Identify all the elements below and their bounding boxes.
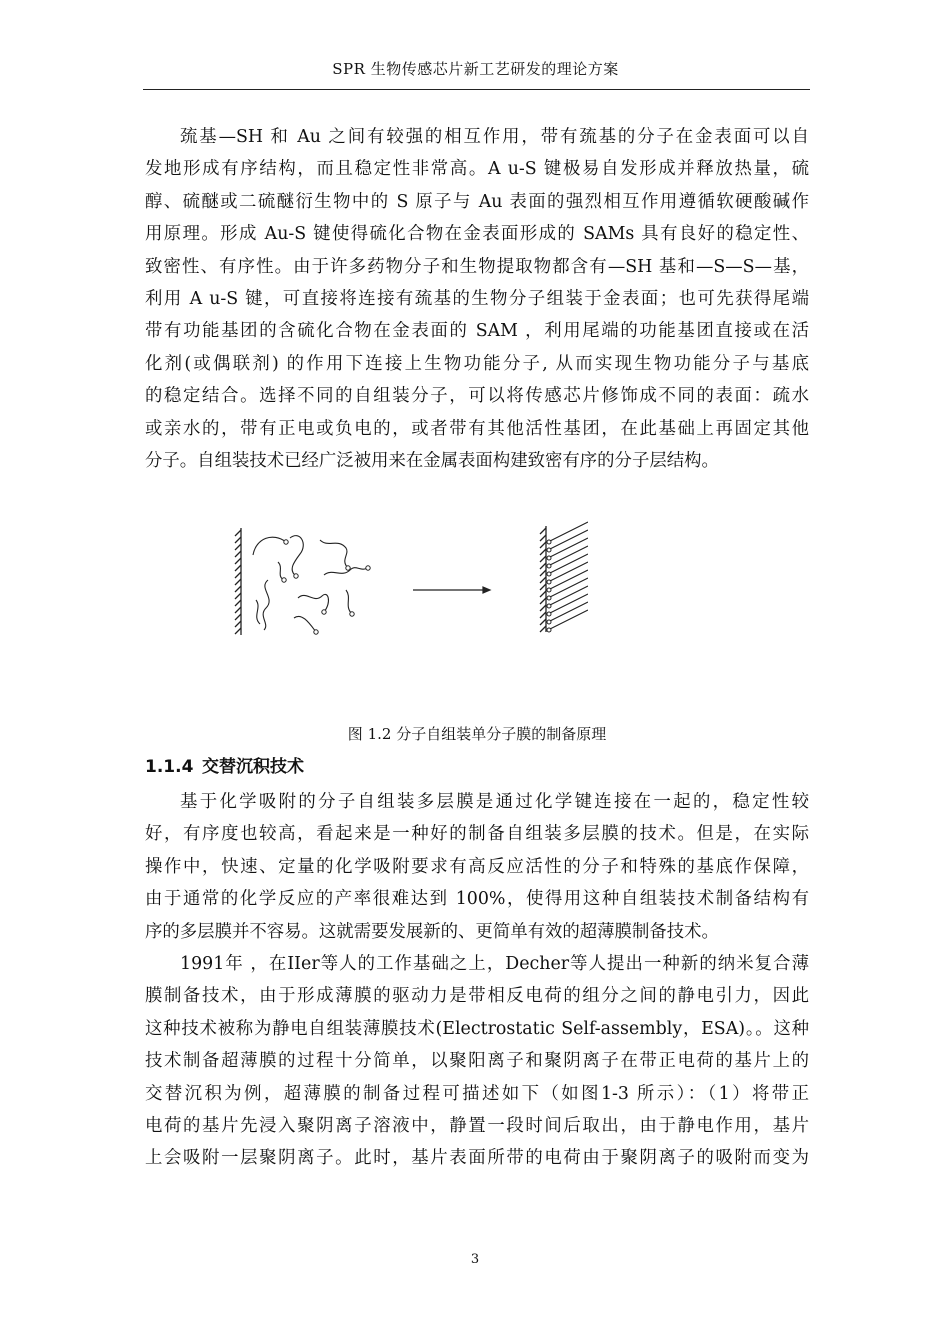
right-substrate <box>540 526 546 632</box>
text-line: 膜制备技术，由于形成薄膜的驱动力是带相反电荷的组分之间的静电引力，因此 <box>145 986 809 1007</box>
section-title: 交替沉积技术 <box>202 757 304 777</box>
text-line: 分子。自组装技术已经广泛被用来在金属表面构建致密有序的分子层结构。 <box>145 450 719 471</box>
text-line: 带有功能基团的含硫化合物在金表面的 SAM ，利用尾端的功能基团直接或在活 <box>145 321 809 342</box>
text-line: 1991年 ，在IIer等人的工作基础之上，Decher等人提出一种新的纳米复合薄 <box>180 954 809 974</box>
text-line: 操作中，快速、定量的化学吸附要求有高反应活性的分子和特殊的基底作保障， <box>145 856 809 877</box>
text-line: 这种技术被称为静电自组装薄膜技术(Electrostatic Self-assembly，ESA)。。这种 <box>145 1018 809 1039</box>
text-line: 巯基—SH 和 Au 之间有较强的相互作用，带有巯基的分子在金表面可以自 <box>180 127 809 147</box>
text-line: 技术制备超薄膜的过程十分简单，以聚阳离子和聚阴离子在带正电荷的基片上的 <box>145 1051 809 1072</box>
text-line: 基于化学吸附的分子自组装多层膜是通过化学键连接在一起的，稳定性较 <box>180 792 809 812</box>
section-number: 1.1.4 <box>145 757 194 777</box>
text-line: 由于通常的化学反应的产率很难达到 100%，使得用这种自组装技术制备结构有 <box>145 889 809 910</box>
paragraph-2 <box>145 786 809 948</box>
reaction-arrow <box>413 587 490 593</box>
random-molecules <box>253 536 368 632</box>
header-rule <box>143 89 810 90</box>
text-line: 致密性、有序性。由于许多药物分子和生物提取物都含有—SH 基和—S—S—基， <box>145 256 809 277</box>
text-line: 序的多层膜并不容易。这就需要发展新的、更简单有效的超薄膜制备技术。 <box>145 921 719 942</box>
text-line: 用原理。形成 Au-S 键使得硫化合物在金表面形成的 SAMs 具有良好的稳定性、 <box>145 224 809 245</box>
paragraph-3 <box>145 948 809 1175</box>
text-line: 化剂(或偶联剂) 的作用下连接上生物功能分子, 从而实现生物功能分子与基底 <box>145 353 809 374</box>
text-line: 电荷的基片先浸入聚阴离子溶液中，静置一段时间后取出，由于静电作用，基片 <box>145 1115 809 1136</box>
section-heading <box>145 752 304 777</box>
running-header: SPR 生物传感芯片新工艺研发的理论方案 <box>332 60 619 78</box>
ordered-monolayer <box>548 522 588 630</box>
self-assembly-diagram <box>228 520 588 640</box>
left-substrate <box>235 528 241 635</box>
text-line: 发地形成有序结构，而且稳定性非常高。A u-S 键极易自发形成并释放热量，硫 <box>145 159 809 180</box>
page-number: 3 <box>470 1252 480 1267</box>
text-line: 或亲水的，带有正电或负电的，或者带有其他活性基团，在此基础上再固定其他 <box>145 418 809 439</box>
text-line: 上会吸附一层聚阴离子。此时，基片表面所带的电荷由于聚阴离子的吸附而变为 <box>145 1148 809 1169</box>
figure-caption: 图 1.2 分子自组装单分子膜的制备原理 <box>347 725 607 743</box>
molecule-head-groups <box>282 540 370 634</box>
text-line: 好，有序度也较高，看起来是一种好的制备自组装多层膜的技术。但是，在实际 <box>145 824 809 845</box>
monolayer-head-groups <box>547 540 551 632</box>
text-line: 利用 A u-S 键，可直接将连接有巯基的生物分子组装于金表面；也可先获得尾端 <box>145 288 809 309</box>
text-line: 醇、硫醚或二硫醚衍生物中的 S 原子与 Au 表面的强烈相互作用遵循软硬酸碱作 <box>145 191 809 212</box>
paragraph-1 <box>145 121 809 477</box>
text-line: 的稳定结合。选择不同的自组装分子，可以将传感芯片修饰成不同的表面：疏水 <box>145 386 809 407</box>
text-line: 交替沉积为例，超薄膜的制备过程可描述如下（如图1-3 所示）：（1）将带正 <box>145 1083 809 1104</box>
